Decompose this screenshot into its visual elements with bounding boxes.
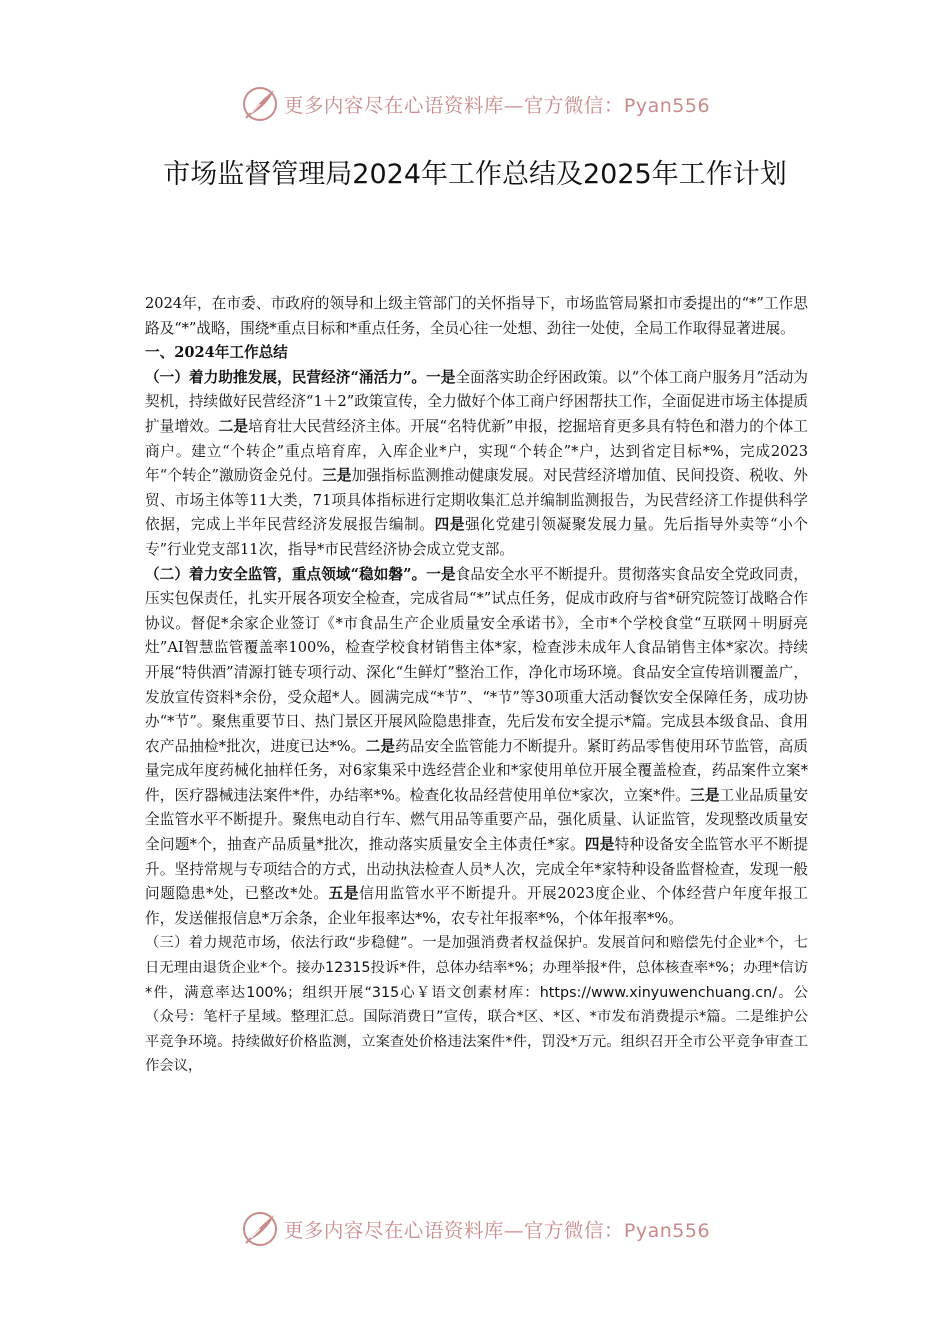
watermark-text: 更多内容尽在心语资料库—官方微信：Pyan556 (283, 1219, 711, 1242)
watermark-text: 更多内容尽在心语资料库—官方微信：Pyan556 (283, 94, 711, 117)
watermark-banner-top (0, 82, 950, 126)
document-body (145, 292, 808, 1079)
intro-paragraph: 2024年，在市委、市政府的领导和上级主管部门的关怀指导下，市场监管局紧扣市委提出的“*”工作思路及“*”战略，围绕*重点目标和*重点任务，全员心往一处想、劲往一处使，全局工作取得显著进展。 (145, 295, 808, 337)
part3-paragraph: （三）着力规范市场，依法行政“步稳健”。一是加强消费者权益保护。发展首问和赔偿先付企业*个，七日无理由退货企业*个。接办12315投诉*件，总体办结率*%；办理举报*件，总体核查率*%；办理*信访*件，满意率达100%；组织开展“315心￥语文创素材库：https://www.xinyuwenchuang.cn/。公（众号：笔杆子星域。整理汇总。国际消费日”宣传，联合*区、*区、*市发布消费提示*篇。二是维护公平竞争环境。持续做好价格监测，立案查处价格违法案件*件，罚没*万元。组织召开全市公平竞争审查工作会议， (145, 935, 808, 1075)
part2-paragraph: （二）着力安全监管，重点领域“稳如磐”。一是食品安全水平不断提升。贯彻落实食品安全党政同责，压实包保责任，扎实开展各项安全检查，完成省局“*”试点任务，促成市政府与省*研究院签订战略合作协议。督促*余家企业签订《*市食品生产企业质量安全承诺书》，全市*个学校食堂“互联网＋明厨亮灶”AI智慧监管覆盖率100%，检查学校食材销售主体*家，检查涉未成年人食品销售主体*家次。持续开展“特供酒”清源打链专项行动、深化“生鲜灯”整治工作，净化市场环境。食品安全宣传培训覆盖广，发放宣传资料*余份，受众超*人。圆满完成“*节”、“*节”等30项重大活动餐饮安全保障任务，成功协办“*节”。聚焦重要节日、热门景区开展风险隐患排查，先后发布安全提示*篇。完成县本级食品、食用农产品抽检*批次，进度已达*%。二是药品安全监管能力不断提升。紧盯药品零售使用环节监管，高质量完成年度药械化抽样任务，对6家集采中选经营企业和*家使用单位开展全覆盖检查，药品案件立案*件，医疗器械违法案件*件，办结率*%。检查化妆品经营使用单位*家次，立案*件。三是工业品质量安全监管水平不断提升。聚焦电动自行车、燃气用品等重要产品，强化质量、认证监管，发现整改质量安全问题*个，抽查产品质量*批次，推动落实质量安全主体责任*家。四是特种设备安全监管水平不断提升。坚持常规与专项结合的方式，出动执法检查人员*人次，完成全年*家特种设备监督检查，发现一般问题隐患*处，已整改*处。五是信用监管水平不断提升。开展2023度企业、个体经营户年度年报工作，发送催报信息*万余条，企业年报率达*%，农专社年报率*%，个体年报率*%。 (145, 565, 808, 927)
part1-paragraph: （一）着力助推发展，民营经济“涌活力”。一是全面落实助企纾困政策。以“个体工商户服务月”活动为契机，持续做好民营经济“1＋2”政策宣传，全力做好个体工商户纾困帮扶工作，全面促进市场主体提质扩量增效。二是培育壮大民营经济主体。开展“名特优新”申报，挖掘培育更多具有特色和潜力的个体工商户。建立“个转企”重点培育库，入库企业*户，实现“个转企”*户，达到省定目标*%，完成2023年“个转企”激励资金兑付。三是加强指标监测推动健康发展。对民营经济增加值、民间投资、税收、外贸、市场主体等11大类，71项具体指标进行定期收集汇总并编制监测报告，为民营经济工作提供科学依据，完成上半年民营经济发展报告编制。四是强化党建引领凝聚发展力量。先后指导外卖等“小个专”行业党支部11次，指导*市民营经济协会成立党支部。 (145, 368, 808, 558)
document-title: 市场监督管理局2024年工作总结及2025年工作计划 (163, 159, 787, 190)
quill-logo-icon (240, 84, 280, 124)
quill-logo-icon (240, 1209, 280, 1249)
watermark-banner-bottom (0, 1207, 950, 1251)
section-heading: 一、2024年工作总结 (145, 344, 288, 362)
